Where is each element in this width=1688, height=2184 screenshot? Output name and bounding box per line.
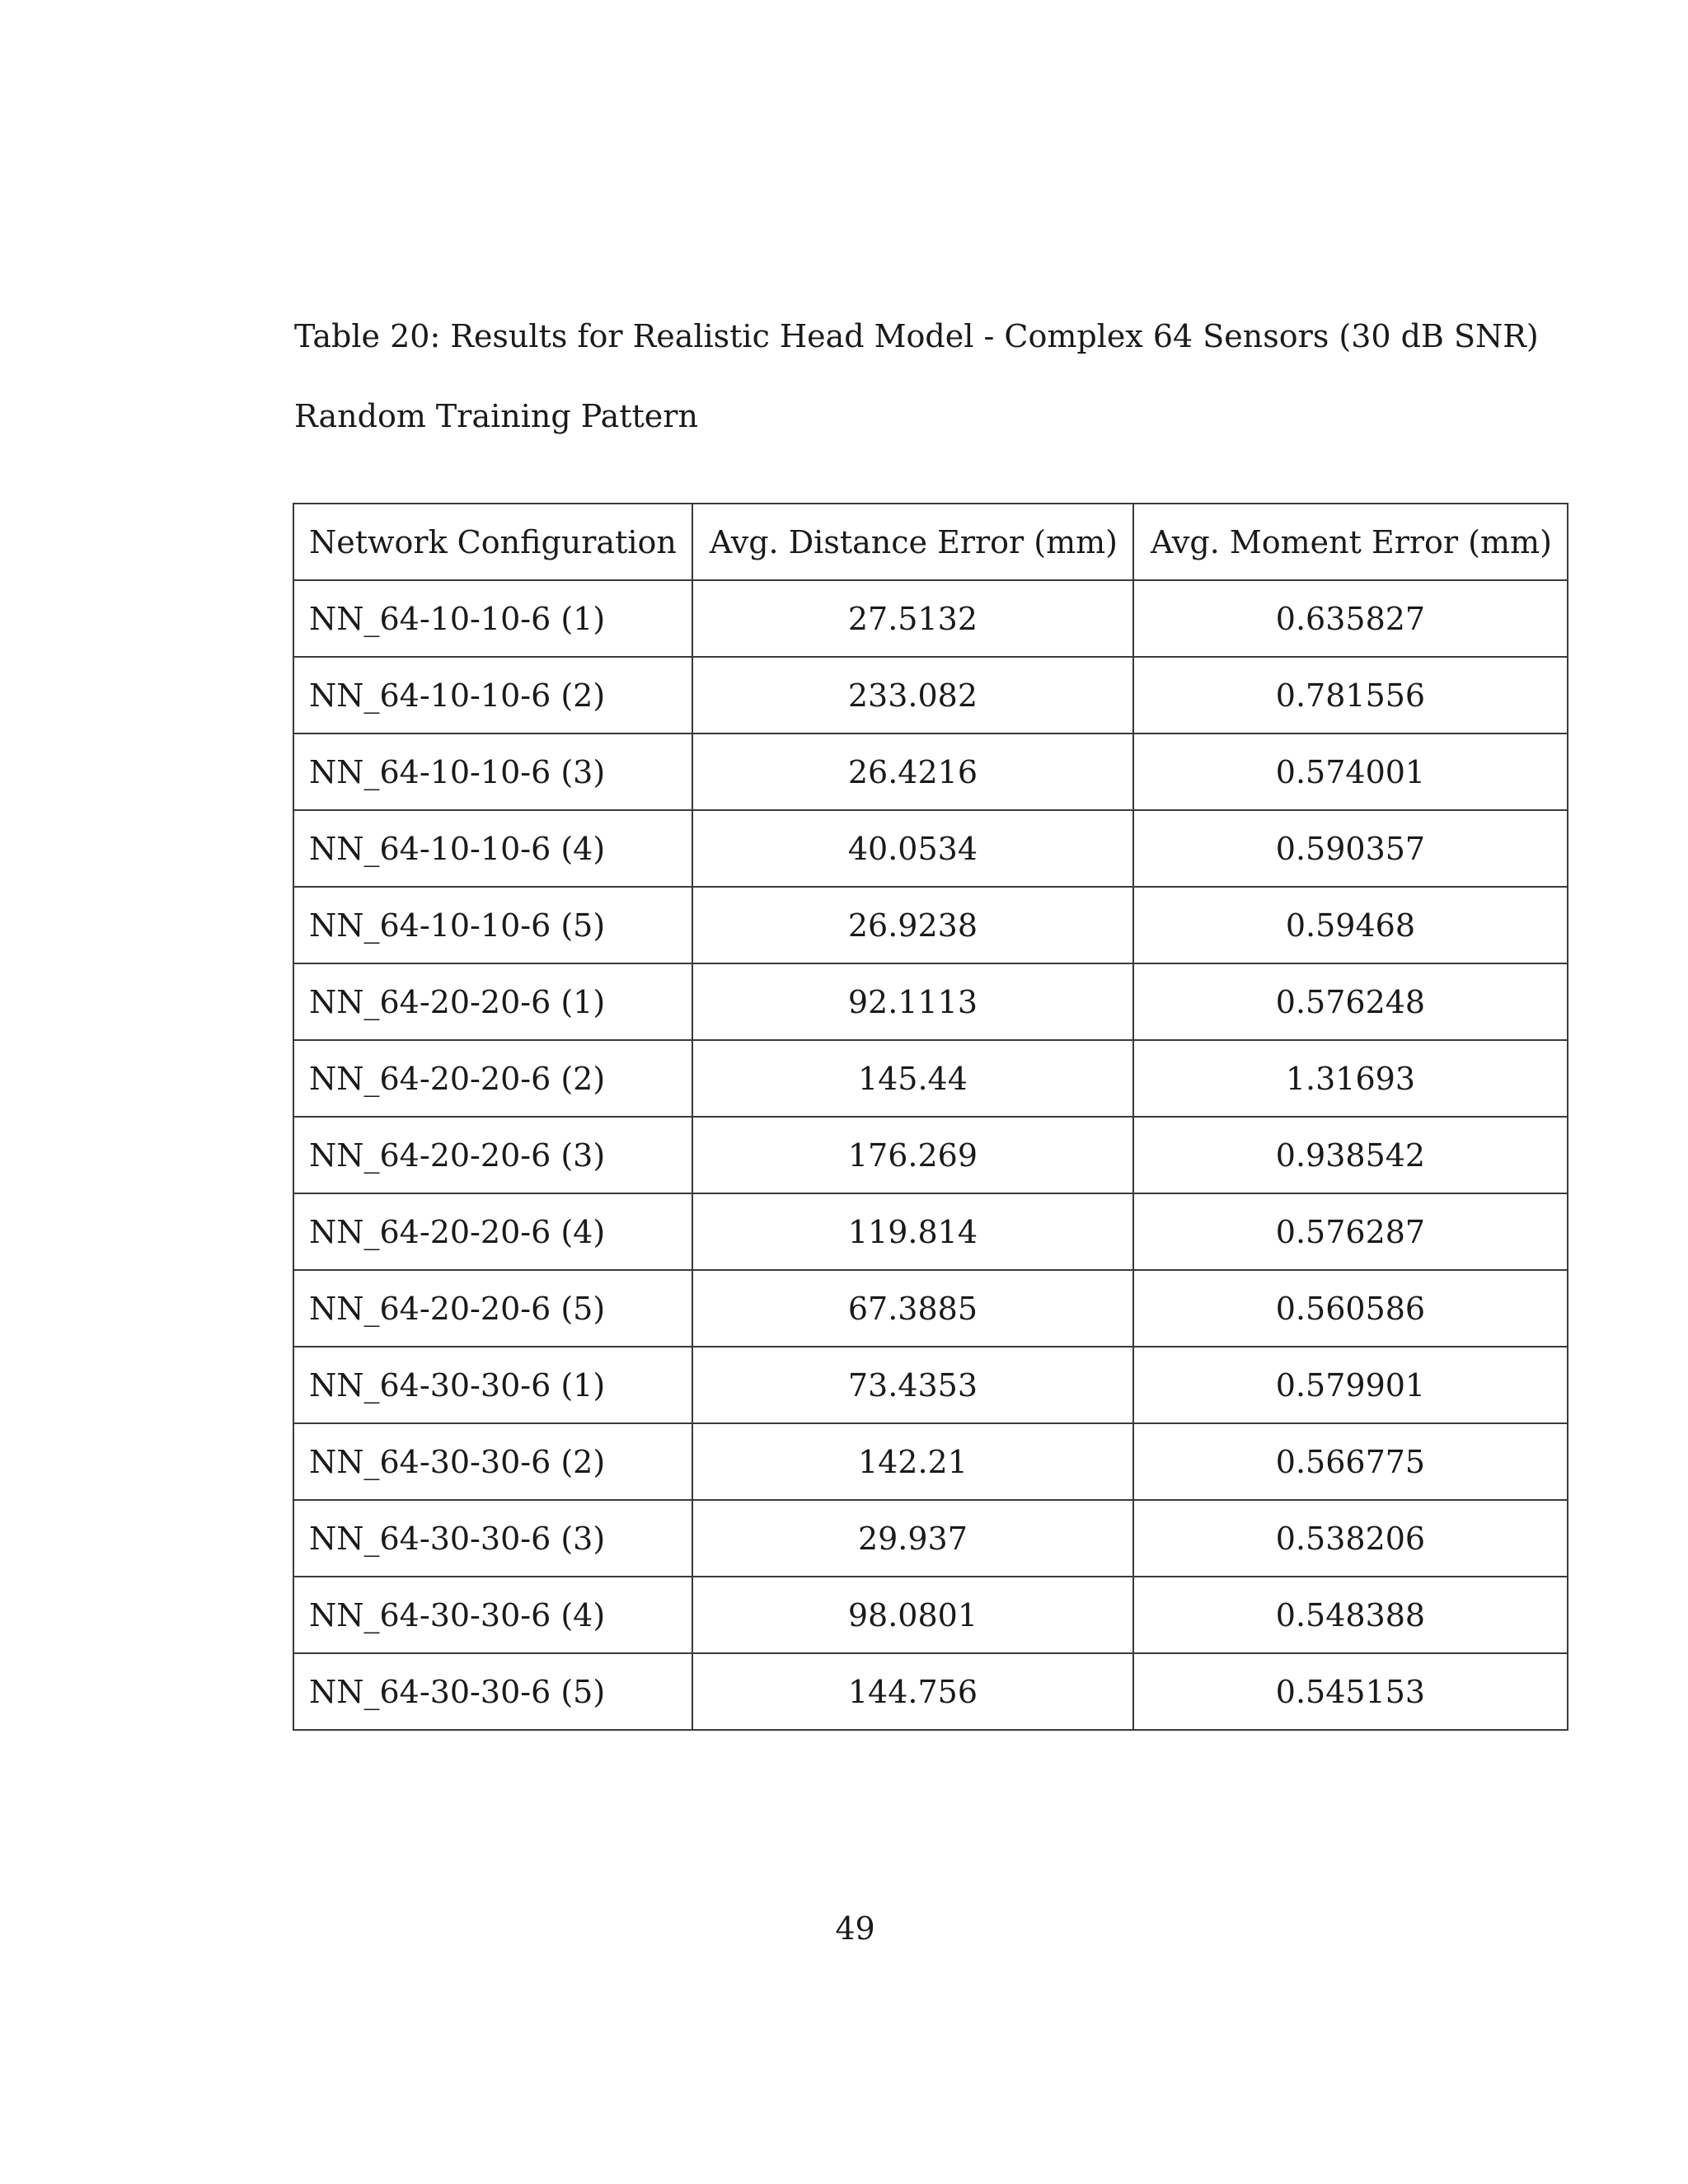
cell-network-configuration: NN_64-10-10-6 (2) bbox=[293, 657, 692, 733]
cell-avg-distance-error: 27.5132 bbox=[692, 580, 1133, 657]
cell-avg-moment-error: 0.548388 bbox=[1133, 1577, 1568, 1653]
cell-avg-distance-error: 176.269 bbox=[692, 1117, 1133, 1193]
cell-avg-distance-error: 40.0534 bbox=[692, 810, 1133, 887]
header-avg-distance-error: Avg. Distance Error (mm) bbox=[692, 504, 1133, 580]
cell-network-configuration: NN_64-30-30-6 (3) bbox=[293, 1500, 692, 1577]
table-row bbox=[293, 1117, 1568, 1193]
cell-avg-moment-error: 0.579901 bbox=[1133, 1347, 1568, 1423]
cell-avg-moment-error: 0.574001 bbox=[1133, 733, 1568, 810]
table-row bbox=[293, 1653, 1568, 1730]
cell-network-configuration: NN_64-30-30-6 (2) bbox=[293, 1423, 692, 1500]
cell-avg-distance-error: 233.082 bbox=[692, 657, 1133, 733]
cell-avg-moment-error: 0.560586 bbox=[1133, 1270, 1568, 1347]
table-header-row bbox=[293, 504, 1568, 580]
table-row bbox=[293, 1500, 1568, 1577]
cell-avg-moment-error: 0.538206 bbox=[1133, 1500, 1568, 1577]
table-row bbox=[293, 580, 1568, 657]
header-avg-moment-error: Avg. Moment Error (mm) bbox=[1133, 504, 1568, 580]
table-subcaption: Random Training Pattern bbox=[294, 398, 698, 434]
cell-avg-moment-error: 0.566775 bbox=[1133, 1423, 1568, 1500]
cell-network-configuration: NN_64-20-20-6 (4) bbox=[293, 1193, 692, 1270]
cell-avg-moment-error: 0.938542 bbox=[1133, 1117, 1568, 1193]
cell-network-configuration: NN_64-10-10-6 (3) bbox=[293, 733, 692, 810]
table-row bbox=[293, 657, 1568, 733]
cell-avg-moment-error: 0.576248 bbox=[1133, 963, 1568, 1040]
page-number: 49 bbox=[835, 1910, 875, 1947]
cell-avg-moment-error: 0.781556 bbox=[1133, 657, 1568, 733]
cell-network-configuration: NN_64-20-20-6 (3) bbox=[293, 1117, 692, 1193]
cell-avg-distance-error: 145.44 bbox=[692, 1040, 1133, 1117]
cell-avg-distance-error: 73.4353 bbox=[692, 1347, 1133, 1423]
cell-avg-distance-error: 92.1113 bbox=[692, 963, 1133, 1040]
cell-avg-moment-error: 0.545153 bbox=[1133, 1653, 1568, 1730]
cell-avg-distance-error: 67.3885 bbox=[692, 1270, 1133, 1347]
table-caption: Table 20: Results for Realistic Head Model - Complex 64 Sensors (30 dB SNR) bbox=[294, 318, 1539, 354]
cell-network-configuration: NN_64-20-20-6 (2) bbox=[293, 1040, 692, 1117]
cell-avg-moment-error: 0.59468 bbox=[1133, 887, 1568, 963]
cell-network-configuration: NN_64-30-30-6 (4) bbox=[293, 1577, 692, 1653]
table-row bbox=[293, 1423, 1568, 1500]
cell-avg-moment-error: 0.590357 bbox=[1133, 810, 1568, 887]
cell-network-configuration: NN_64-30-30-6 (5) bbox=[293, 1653, 692, 1730]
cell-network-configuration: NN_64-10-10-6 (1) bbox=[293, 580, 692, 657]
cell-network-configuration: NN_64-20-20-6 (1) bbox=[293, 963, 692, 1040]
table-row bbox=[293, 1040, 1568, 1117]
cell-network-configuration: NN_64-10-10-6 (5) bbox=[293, 887, 692, 963]
table-row bbox=[293, 887, 1568, 963]
table-row bbox=[293, 810, 1568, 887]
cell-avg-distance-error: 26.4216 bbox=[692, 733, 1133, 810]
cell-avg-distance-error: 26.9238 bbox=[692, 887, 1133, 963]
cell-avg-distance-error: 98.0801 bbox=[692, 1577, 1133, 1653]
cell-network-configuration: NN_64-20-20-6 (5) bbox=[293, 1270, 692, 1347]
cell-avg-moment-error: 1.31693 bbox=[1133, 1040, 1568, 1117]
cell-avg-distance-error: 144.756 bbox=[692, 1653, 1133, 1730]
table-row bbox=[293, 1270, 1568, 1347]
cell-avg-distance-error: 29.937 bbox=[692, 1500, 1133, 1577]
cell-network-configuration: NN_64-30-30-6 (1) bbox=[293, 1347, 692, 1423]
table-row bbox=[293, 733, 1568, 810]
table-row bbox=[293, 963, 1568, 1040]
table-row bbox=[293, 1193, 1568, 1270]
results-table bbox=[293, 503, 1568, 1731]
table-row bbox=[293, 1577, 1568, 1653]
cell-avg-moment-error: 0.576287 bbox=[1133, 1193, 1568, 1270]
cell-avg-moment-error: 0.635827 bbox=[1133, 580, 1568, 657]
cell-avg-distance-error: 119.814 bbox=[692, 1193, 1133, 1270]
header-network-configuration: Network Configuration bbox=[293, 504, 692, 580]
cell-avg-distance-error: 142.21 bbox=[692, 1423, 1133, 1500]
table-row bbox=[293, 1347, 1568, 1423]
cell-network-configuration: NN_64-10-10-6 (4) bbox=[293, 810, 692, 887]
